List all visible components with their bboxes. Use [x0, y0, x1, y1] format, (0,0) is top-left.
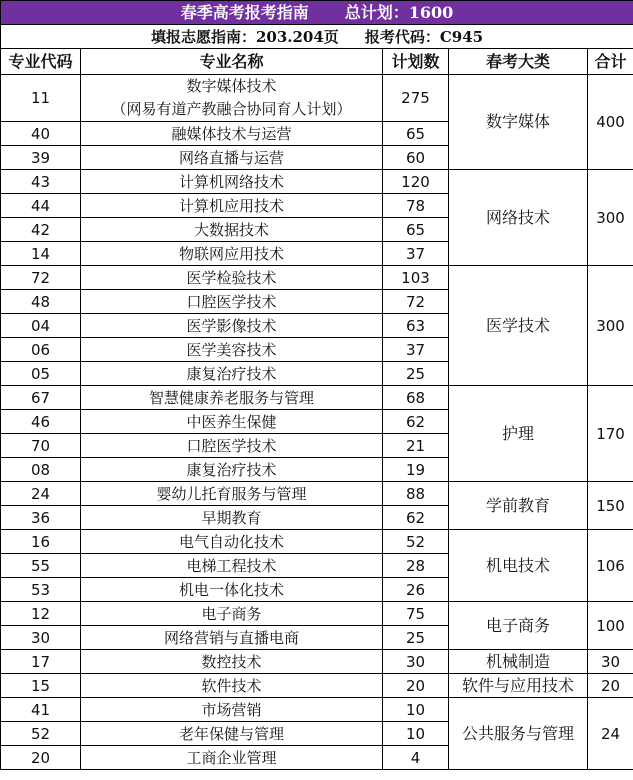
plan-count: 4: [383, 746, 449, 770]
major-name-cell: [81, 242, 383, 266]
table-row: [1, 650, 633, 674]
major-name-cell: [81, 506, 383, 530]
exam-code: 报考代码：C945: [364, 27, 484, 46]
major-code: 05: [1, 362, 81, 386]
header-name: 专业名称: [81, 49, 383, 75]
category-total: 20: [588, 674, 633, 698]
major-name-cell: [81, 482, 383, 506]
plan-count: 37: [383, 338, 449, 362]
major-name: 中医养生保健: [186, 412, 277, 431]
major-name: 数字媒体技术: [186, 77, 277, 95]
category-name: 机电技术: [449, 530, 588, 602]
major-name: 软件技术: [201, 676, 262, 695]
major-name-cell: [81, 458, 383, 482]
major-name-cell: [81, 722, 383, 746]
major-code: 36: [1, 506, 81, 530]
category-total: 106: [588, 530, 633, 602]
major-name-note: （网易有道产教融合协同育人计划）: [111, 100, 352, 118]
plan-count: 60: [383, 146, 449, 170]
major-name: 计算机网络技术: [178, 172, 284, 191]
major-code: 30: [1, 626, 81, 650]
major-name: 医学检验技术: [186, 268, 277, 287]
title-row: [1, 1, 633, 25]
major-name-cell: [81, 218, 383, 242]
plan-count: 62: [383, 410, 449, 434]
major-code: 67: [1, 386, 81, 410]
plan-count: 120: [383, 170, 449, 194]
category-total: 300: [588, 170, 633, 266]
major-name: 工商企业管理: [186, 748, 277, 767]
major-name: 计算机应用技术: [178, 196, 284, 215]
major-name-cell: [81, 434, 383, 458]
major-name-cell: [81, 314, 383, 338]
major-name: 康复治疗技术: [186, 364, 277, 383]
major-code: 72: [1, 266, 81, 290]
plan-count: 28: [383, 554, 449, 578]
major-code: 53: [1, 578, 81, 602]
major-name: 机电一体化技术: [178, 580, 284, 599]
major-name: 康复治疗技术: [186, 460, 277, 479]
major-code: 15: [1, 674, 81, 698]
major-name: 医学美容技术: [186, 340, 277, 359]
plan-count: 103: [383, 266, 449, 290]
major-code: 52: [1, 722, 81, 746]
major-code: 70: [1, 434, 81, 458]
major-code: 11: [1, 75, 81, 122]
plan-count: 20: [383, 674, 449, 698]
major-name: 网络直播与运营: [178, 148, 284, 167]
table-row: [1, 698, 633, 722]
major-name-cell: [81, 338, 383, 362]
category-name: 学前教育: [449, 482, 588, 530]
category-name: 护理: [449, 386, 588, 482]
subtitle-row: [1, 25, 633, 49]
header-plan: 计划数: [383, 49, 449, 75]
plan-count: 65: [383, 218, 449, 242]
plan-count: 62: [383, 506, 449, 530]
major-name-cell: [81, 170, 383, 194]
plan-count: 37: [383, 242, 449, 266]
category-name: 医学技术: [449, 266, 588, 386]
major-name-cell: [81, 602, 383, 626]
plan-count: 88: [383, 482, 449, 506]
major-code: 55: [1, 554, 81, 578]
major-name: 早期教育: [201, 508, 262, 527]
major-code: 20: [1, 746, 81, 770]
plan-count: 26: [383, 578, 449, 602]
major-code: 42: [1, 218, 81, 242]
major-code: 39: [1, 146, 81, 170]
major-name-cell: [81, 146, 383, 170]
major-code: 17: [1, 650, 81, 674]
major-name: 数控技术: [201, 652, 262, 671]
plan-count: 30: [383, 650, 449, 674]
major-name-cell: [81, 410, 383, 434]
plan-count: 25: [383, 362, 449, 386]
major-name: 智慧健康养老服务与管理: [148, 388, 314, 407]
category-total: 400: [588, 75, 633, 170]
plan-count: 10: [383, 698, 449, 722]
header-category: 春考大类: [449, 49, 588, 75]
category-total: 150: [588, 482, 633, 530]
table-row: [1, 75, 633, 122]
major-code: 06: [1, 338, 81, 362]
major-code: 14: [1, 242, 81, 266]
plan-count: 10: [383, 722, 449, 746]
category-name: 数字媒体: [449, 75, 588, 170]
major-name-cell: [81, 698, 383, 722]
category-total: 30: [588, 650, 633, 674]
major-name-cell: [81, 290, 383, 314]
major-name: 电子商务: [201, 604, 262, 623]
category-total: 170: [588, 386, 633, 482]
major-name-cell: [81, 746, 383, 770]
guide-page-ref: 填报志愿指南：203.204页: [150, 27, 339, 46]
major-name-cell: [81, 75, 383, 122]
major-name-cell: [81, 530, 383, 554]
major-name: 大数据技术: [193, 220, 269, 239]
major-name-cell: [81, 554, 383, 578]
major-code: 48: [1, 290, 81, 314]
major-code: 46: [1, 410, 81, 434]
major-code: 08: [1, 458, 81, 482]
major-name-cell: [81, 650, 383, 674]
major-name: 婴幼儿托育服务与管理: [156, 484, 307, 503]
major-name: 物联网应用技术: [178, 244, 284, 263]
category-name: 机械制造: [449, 650, 588, 674]
plan-count: 65: [383, 122, 449, 146]
plan-count: 75: [383, 602, 449, 626]
table-row: [1, 266, 633, 290]
major-name: 融媒体技术与运营: [171, 124, 292, 143]
table-row: [1, 170, 633, 194]
major-name: 口腔医学技术: [186, 436, 277, 455]
major-name: 口腔医学技术: [186, 292, 277, 311]
major-name-cell: [81, 626, 383, 650]
major-code: 40: [1, 122, 81, 146]
major-name: 网络营销与直播电商: [163, 628, 299, 647]
major-name-cell: [81, 194, 383, 218]
major-name-cell: [81, 266, 383, 290]
table-row: [1, 674, 633, 698]
category-total: 100: [588, 602, 633, 650]
category-total: 300: [588, 266, 633, 386]
plan-count: 19: [383, 458, 449, 482]
table-row: [1, 386, 633, 410]
page-title: 春季高考报考指南: [180, 2, 309, 22]
table-row: [1, 602, 633, 626]
header-total: 合计: [588, 49, 633, 75]
plan-count: 63: [383, 314, 449, 338]
category-name: 网络技术: [449, 170, 588, 266]
plan-count: 68: [383, 386, 449, 410]
plan-count: 21: [383, 434, 449, 458]
subtitle-cell: [1, 25, 633, 49]
plan-count: 72: [383, 290, 449, 314]
major-code: 41: [1, 698, 81, 722]
plan-count: 25: [383, 626, 449, 650]
title-cell: [1, 1, 633, 25]
table-row: [1, 482, 633, 506]
major-code: 04: [1, 314, 81, 338]
category-name: 公共服务与管理: [449, 698, 588, 770]
major-name: 老年保健与管理: [178, 724, 284, 743]
major-name-cell: [81, 674, 383, 698]
plan-count: 78: [383, 194, 449, 218]
major-code: 12: [1, 602, 81, 626]
major-name: 市场营销: [201, 700, 262, 719]
major-code: 24: [1, 482, 81, 506]
major-name-cell: [81, 578, 383, 602]
major-name: 医学影像技术: [186, 316, 277, 335]
total-plan: 总计划：1600: [344, 2, 454, 22]
category-name: 软件与应用技术: [449, 674, 588, 698]
header-row: [1, 49, 633, 75]
major-code: 43: [1, 170, 81, 194]
header-code: 专业代码: [1, 49, 81, 75]
major-name-cell: [81, 122, 383, 146]
major-name: 电梯工程技术: [186, 556, 277, 575]
major-name-cell: [81, 386, 383, 410]
plan-count: 52: [383, 530, 449, 554]
major-code: 16: [1, 530, 81, 554]
major-name: 电气自动化技术: [178, 532, 284, 551]
major-name-cell: [81, 362, 383, 386]
table-row: [1, 530, 633, 554]
major-code: 44: [1, 194, 81, 218]
category-total: 24: [588, 698, 633, 770]
plan-count: 275: [383, 75, 449, 122]
category-name: 电子商务: [449, 602, 588, 650]
